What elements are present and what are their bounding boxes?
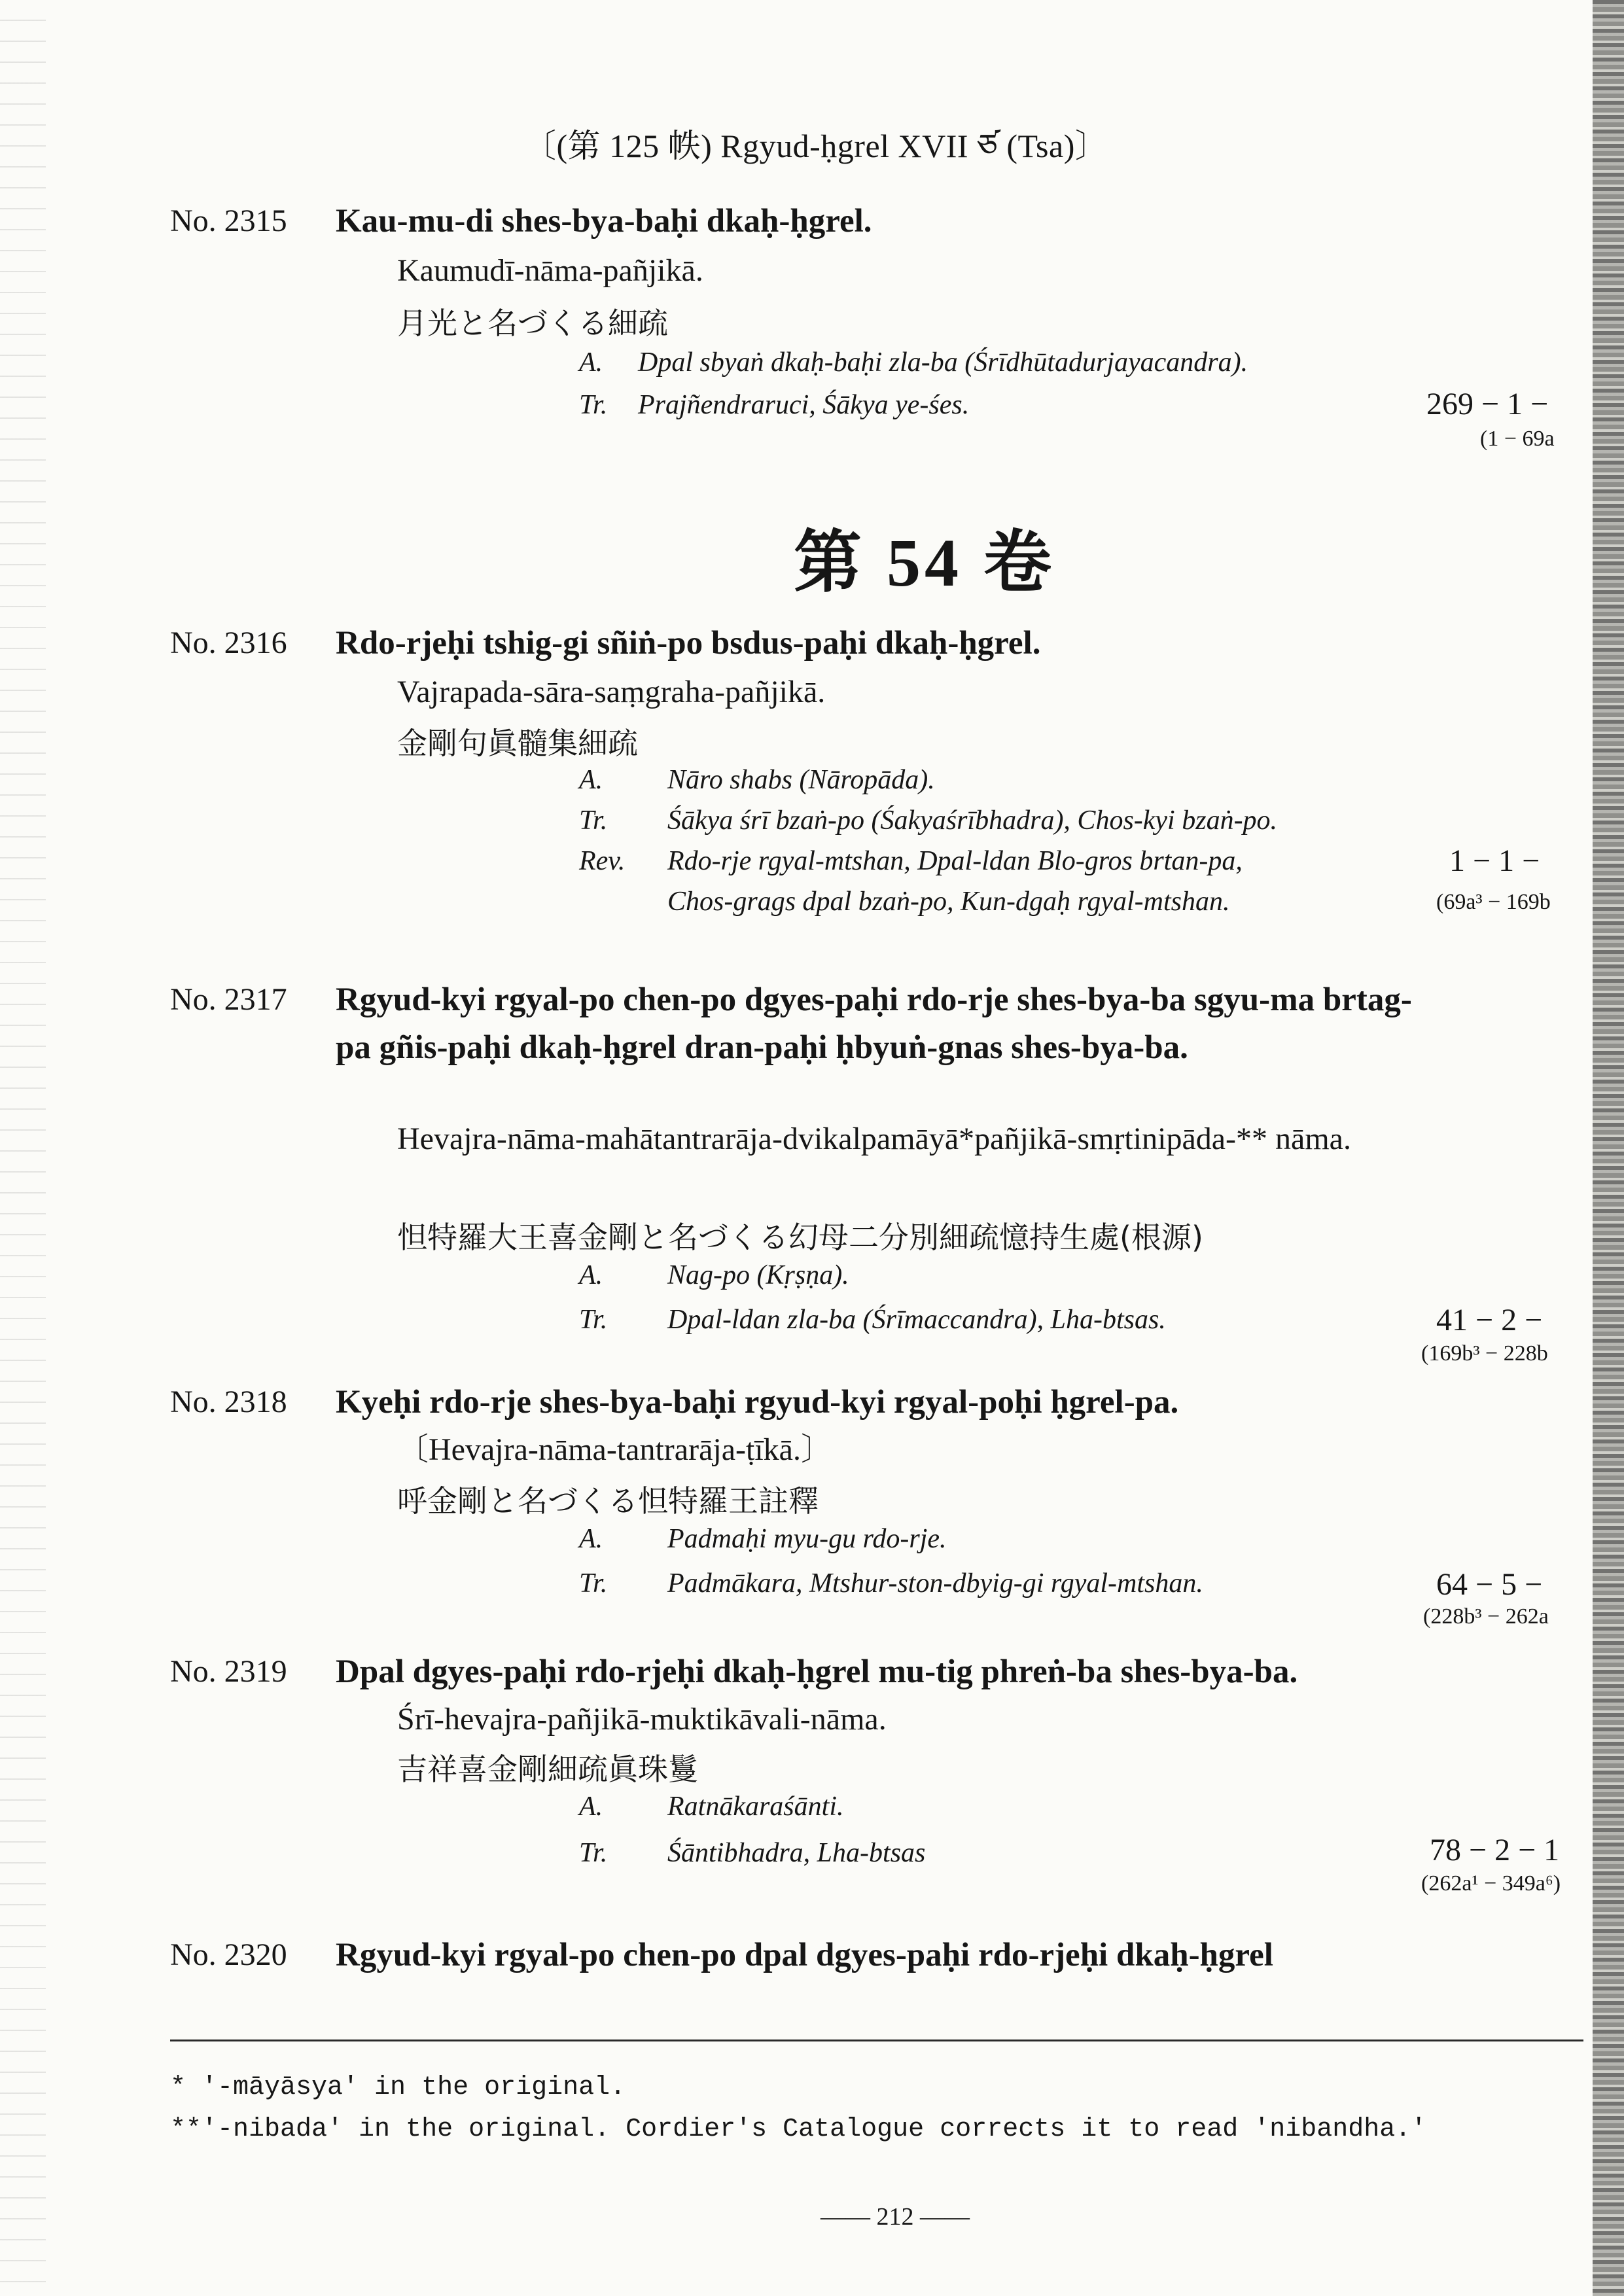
translator-label: Tr. (579, 1305, 608, 1335)
entry-sanskrit: Vajrapada-sāra-saṃgraha-pañjikā. (397, 675, 826, 709)
page-number: —— 212 —— (821, 2203, 970, 2231)
folio-ref: (262a¹ − 349a⁶) (1421, 1871, 1561, 1896)
entry-japanese: 月光と名づくる細疏 (397, 306, 668, 341)
entry-sanskrit: 〔Hevajra-nāma-tantrarāja-ṭīkā.〕 (397, 1432, 832, 1467)
folio-ref: (169b³ − 228b (1421, 1341, 1548, 1366)
entry-number: No. 2318 (170, 1385, 287, 1419)
volume-title: 第 54 卷 (794, 525, 1056, 601)
author-label: A. (579, 1260, 603, 1290)
entry-title: Rgyud-kyi rgyal-po chen-po dpal dgyes-paḥi rdo-rjeḥi dkaḥ-ḥgrel (336, 1937, 1273, 1973)
entry-number: No. 2317 (170, 982, 287, 1017)
entry-japanese: 吉祥喜金剛細疏眞珠鬘 (397, 1752, 698, 1787)
author-value: Nāro shabs (Nāropāda). (667, 765, 935, 795)
folio-ref: (1 − 69a (1480, 427, 1555, 451)
author-label: A. (579, 1792, 603, 1822)
entry-number: No. 2319 (170, 1654, 287, 1689)
folio-ref: (69a³ − 169b (1436, 890, 1551, 914)
entry-number: No. 2316 (170, 626, 287, 660)
footnote-2: **'-nibada' in the original. Cordier's Catalogue corrects it to read 'nibandha.' (170, 2115, 1427, 2144)
entry-japanese: 呼金剛と名づくる怛特羅王註釋 (397, 1483, 819, 1519)
folio-ref: (228b³ − 262a (1423, 1604, 1549, 1629)
entry-sanskrit: Hevajra-nāma-mahātantrarāja-dvikalpamāyā*pañjikā-smṛtinipāda-** nāma. (397, 1122, 1351, 1156)
translator-label: Tr. (579, 1838, 608, 1868)
author-value: Ratnākaraśānti. (667, 1792, 844, 1822)
entry-title: Rgyud-kyi rgyal-po chen-po dgyes-paḥi rdo-rje shes-bya-ba sgyu-ma brtag-pa gñis-paḥi dkaḥ-ḥgrel dran-paḥi ḥbyuṅ-gnas shes-bya-ba. (336, 981, 1412, 1066)
translator-label: Tr. (579, 1568, 608, 1598)
entry-japanese: 怛特羅大王喜金剛と名づくる幻母二分別細疏憶持生處(根源) (397, 1220, 1203, 1255)
footnote-1: * '-māyāsya' in the original. (170, 2073, 626, 2102)
reviser-value-1: Rdo-rje rgyal-mtshan, Dpal-ldan Blo-gros brtan-pa, (667, 846, 1243, 876)
author-label: A. (579, 765, 603, 795)
translator-value: Śākya śrī bzaṅ-po (Śakyaśrībhadra), Chos-kyi bzaṅ-po. (667, 805, 1278, 836)
author-label: A. (579, 347, 603, 378)
location: 41 − 2 − (1436, 1303, 1543, 1337)
entry-title: Kyeḥi rdo-rje shes-bya-baḥi rgyud-kyi rgyal-poḥi ḥgrel-pa. (336, 1384, 1179, 1421)
entry-number: No. 2315 (170, 203, 287, 238)
translator-label: Tr. (579, 390, 608, 420)
author-value: Dpal sbyaṅ dkaḥ-baḥi zla-ba (Śrīdhūtadurjayacandra). (638, 347, 1248, 378)
author-label: A. (579, 1524, 603, 1554)
entry-title: Kau-mu-di shes-bya-baḥi dkaḥ-ḥgrel. (336, 203, 872, 239)
entry-title: Rdo-rjeḥi tshig-gi sñiṅ-po bsdus-paḥi dkaḥ-ḥgrel. (336, 625, 1041, 662)
entry-sanskrit: Śrī-hevajra-pañjikā-muktikāvali-nāma. (397, 1702, 887, 1737)
scan-left-margin (0, 0, 46, 2296)
scan-right-edge (1593, 0, 1624, 2296)
author-value: Nag-po (Kṛṣṇa). (667, 1260, 849, 1290)
translator-value: Prajñendraruci, Śākya ye-śes. (638, 390, 970, 420)
reviser-label: Rev. (579, 846, 626, 876)
entry-sanskrit: Kaumudī-nāma-pañjikā. (397, 253, 703, 288)
location: 78 − 2 − 1 (1430, 1833, 1560, 1867)
location: 64 − 5 − (1436, 1567, 1543, 1602)
author-value: Padmaḥi myu-gu rdo-rje. (667, 1524, 947, 1554)
location: 1 − 1 − (1449, 843, 1540, 878)
translator-value: Padmākara, Mtshur-ston-dbyig-gi rgyal-mtshan. (667, 1568, 1203, 1598)
entry-number: No. 2320 (170, 1937, 287, 1972)
footnote-rule (170, 2040, 1583, 2041)
translator-value: Śāntibhadra, Lha-btsas (667, 1838, 926, 1868)
translator-value: Dpal-ldan zla-ba (Śrīmaccandra), Lha-btsas. (667, 1305, 1166, 1335)
reviser-value-2: Chos-grags dpal bzaṅ-po, Kun-dgaḥ rgyal-mtshan. (667, 887, 1230, 917)
entry-title: Dpal dgyes-paḥi rdo-rjeḥi dkaḥ-ḥgrel mu-tig phreṅ-ba shes-bya-ba. (336, 1653, 1298, 1690)
page-header: 〔(第 125 帙) Rgyud-ḥgrel XVII ཙ (Tsa)〕 (523, 128, 1108, 164)
translator-label: Tr. (579, 805, 608, 836)
location: 269 − 1 − (1426, 387, 1549, 421)
entry-japanese: 金剛句眞髓集細疏 (397, 726, 638, 761)
